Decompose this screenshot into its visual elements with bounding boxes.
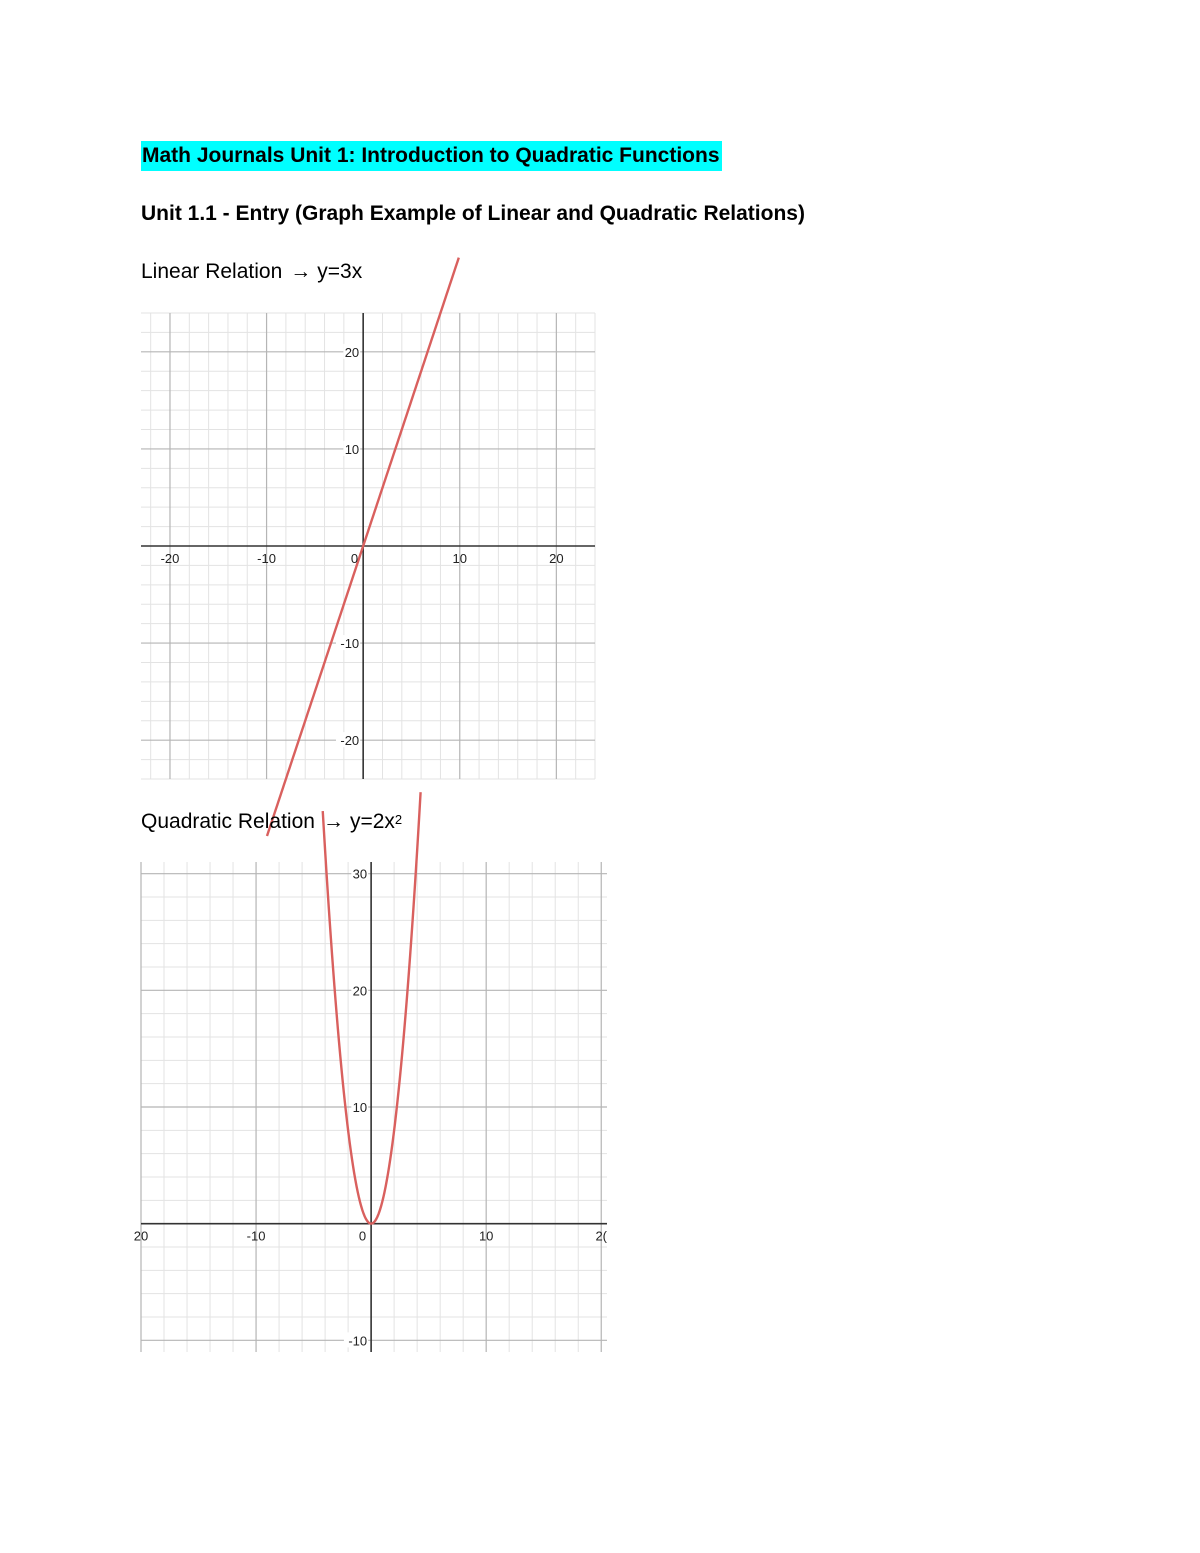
x-tick-label: -20 — [160, 551, 180, 566]
x-tick-label: 20 — [133, 1228, 149, 1244]
y-tick-label: -20 — [340, 733, 360, 749]
x-tick-label: -10 — [246, 1228, 266, 1244]
x-tick-label: 10 — [452, 551, 468, 566]
y-tick-label: 20 — [352, 983, 368, 999]
linear-graph — [141, 313, 595, 779]
x-tick-label: 20 — [549, 551, 564, 566]
quadratic-graph-svg — [133, 862, 608, 1352]
x-tick-label: 0 — [350, 551, 359, 566]
x-tick-label: 2( — [595, 1228, 608, 1244]
entry-heading: Unit 1.1 - Entry (Graph Example of Linear and Quadratic Relations) — [141, 202, 805, 225]
linear-relation-label: Linear Relation — [141, 260, 283, 283]
y-tick-label: 20 — [344, 344, 360, 360]
quadratic-equation-base: y=2x — [349, 810, 395, 833]
linear-graph-svg — [141, 313, 595, 779]
y-tick-label: 30 — [352, 866, 368, 882]
y-tick-label: -10 — [348, 1333, 368, 1349]
quadratic-equation — [350, 810, 402, 833]
y-tick-label: -10 — [340, 636, 360, 652]
right-arrow-icon: → — [290, 260, 312, 283]
x-tick-label: 0 — [358, 1228, 367, 1244]
quadratic-equation-exponent: 2 — [394, 812, 403, 827]
y-tick-label: 10 — [352, 1100, 368, 1115]
quadratic-relation-heading — [141, 807, 402, 837]
quadratic-relation-label: Quadratic Relation — [141, 810, 315, 833]
x-tick-label: 10 — [478, 1228, 494, 1244]
x-tick-label: -10 — [257, 551, 276, 566]
right-arrow-icon: → — [322, 810, 344, 833]
document-title: Math Journals Unit 1: Introduction to Quadratic Functions — [141, 141, 722, 171]
linear-relation-heading — [141, 257, 362, 287]
linear-equation: y=3x — [317, 260, 363, 283]
y-tick-label: 10 — [344, 441, 360, 457]
quadratic-graph — [133, 862, 608, 1352]
